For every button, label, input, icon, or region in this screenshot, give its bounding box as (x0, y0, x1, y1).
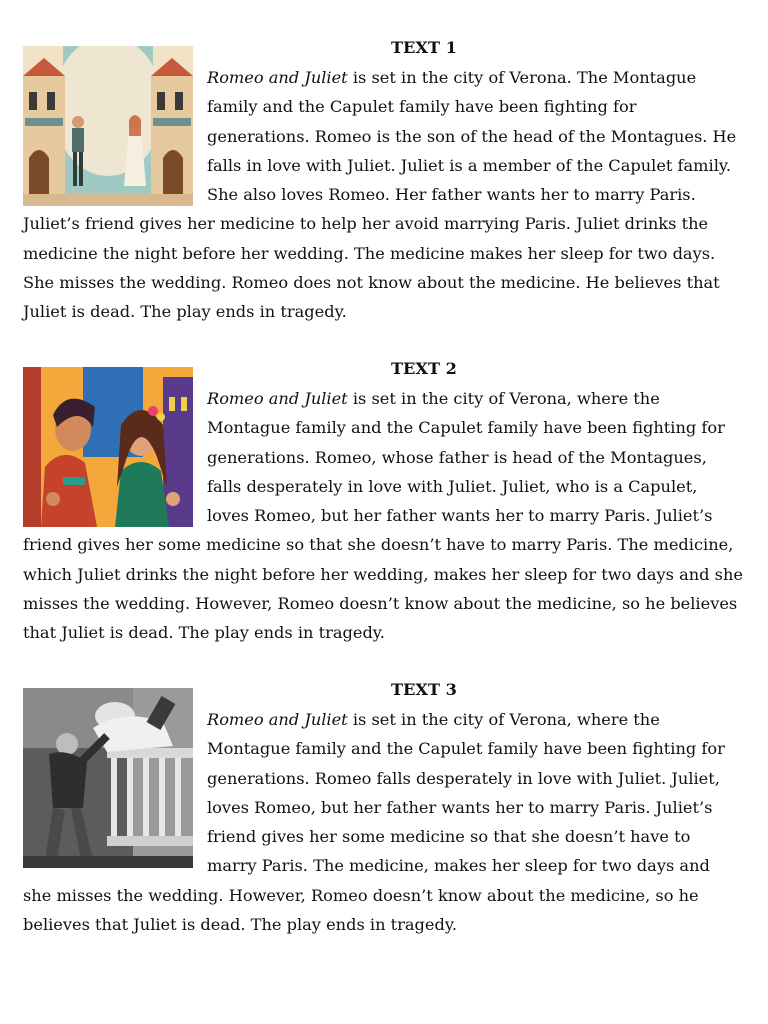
text-section-2 (23, 353, 743, 648)
play-title: Romeo and Juliet (207, 710, 348, 729)
section-heading: TEXT 2 (391, 359, 457, 378)
section-heading: TEXT 1 (391, 38, 457, 57)
flat-illustration-romeo-juliet (23, 46, 193, 206)
text-section-3 (23, 674, 743, 939)
section-body: is set in the city of Verona. The Montague family and the Capulet family have been fighting for generations. Romeo is the son of the head of the Montagues. He falls in love with Juliet. Juliet is a member of the Capulet family. She also loves Romeo. Her father wants her to marry Paris. Juliet’s friend gives her medicine to help her avoid marrying Paris. Juliet drinks the medicine the night before her wedding. The medicine makes her sleep for two days. She misses the wedding. Romeo does not know about the medicine. He believes that Juliet is dead. The play ends in tragedy. (23, 68, 737, 322)
section-body: is set in the city of Verona, where the Montague family and the Capulet family have been fighting for generations. Romeo, whose father is head of the Montagues, falls desperately in love with Juliet. Juliet, who is a Capulet, loves Romeo, but her father wants her to marry Paris. Juliet’s friend gives her some medicine so that she doesn’t have to marry Paris. The medicine, which Juliet drinks the night before her wedding, makes her sleep for two days and she misses the wedding. However, Romeo doesn’t know about the medicine, so he believes that Juliet is dead. The play ends in tragedy. (23, 389, 743, 643)
colorful-illustration-romeo-juliet (23, 367, 193, 527)
section-heading: TEXT 3 (391, 680, 457, 699)
play-title: Romeo and Juliet (207, 68, 348, 87)
text-section-1 (23, 32, 743, 327)
play-title: Romeo and Juliet (207, 389, 348, 408)
engraving-illustration-romeo-juliet-balcony (23, 688, 193, 868)
section-body: is set in the city of Verona, where the Montague family and the Capulet family have been fighting for generations. Romeo falls desperately in love with Juliet. Juliet, loves Romeo, but her father wants her to marry Paris. Juliet’s friend gives her some medicine so that she doesn’t have to marry Paris. The medicine, makes her sleep for two days and she misses the wedding. However, Romeo doesn’t know about the medicine, so he believes that Juliet is dead. The play ends in tragedy. (23, 710, 725, 935)
